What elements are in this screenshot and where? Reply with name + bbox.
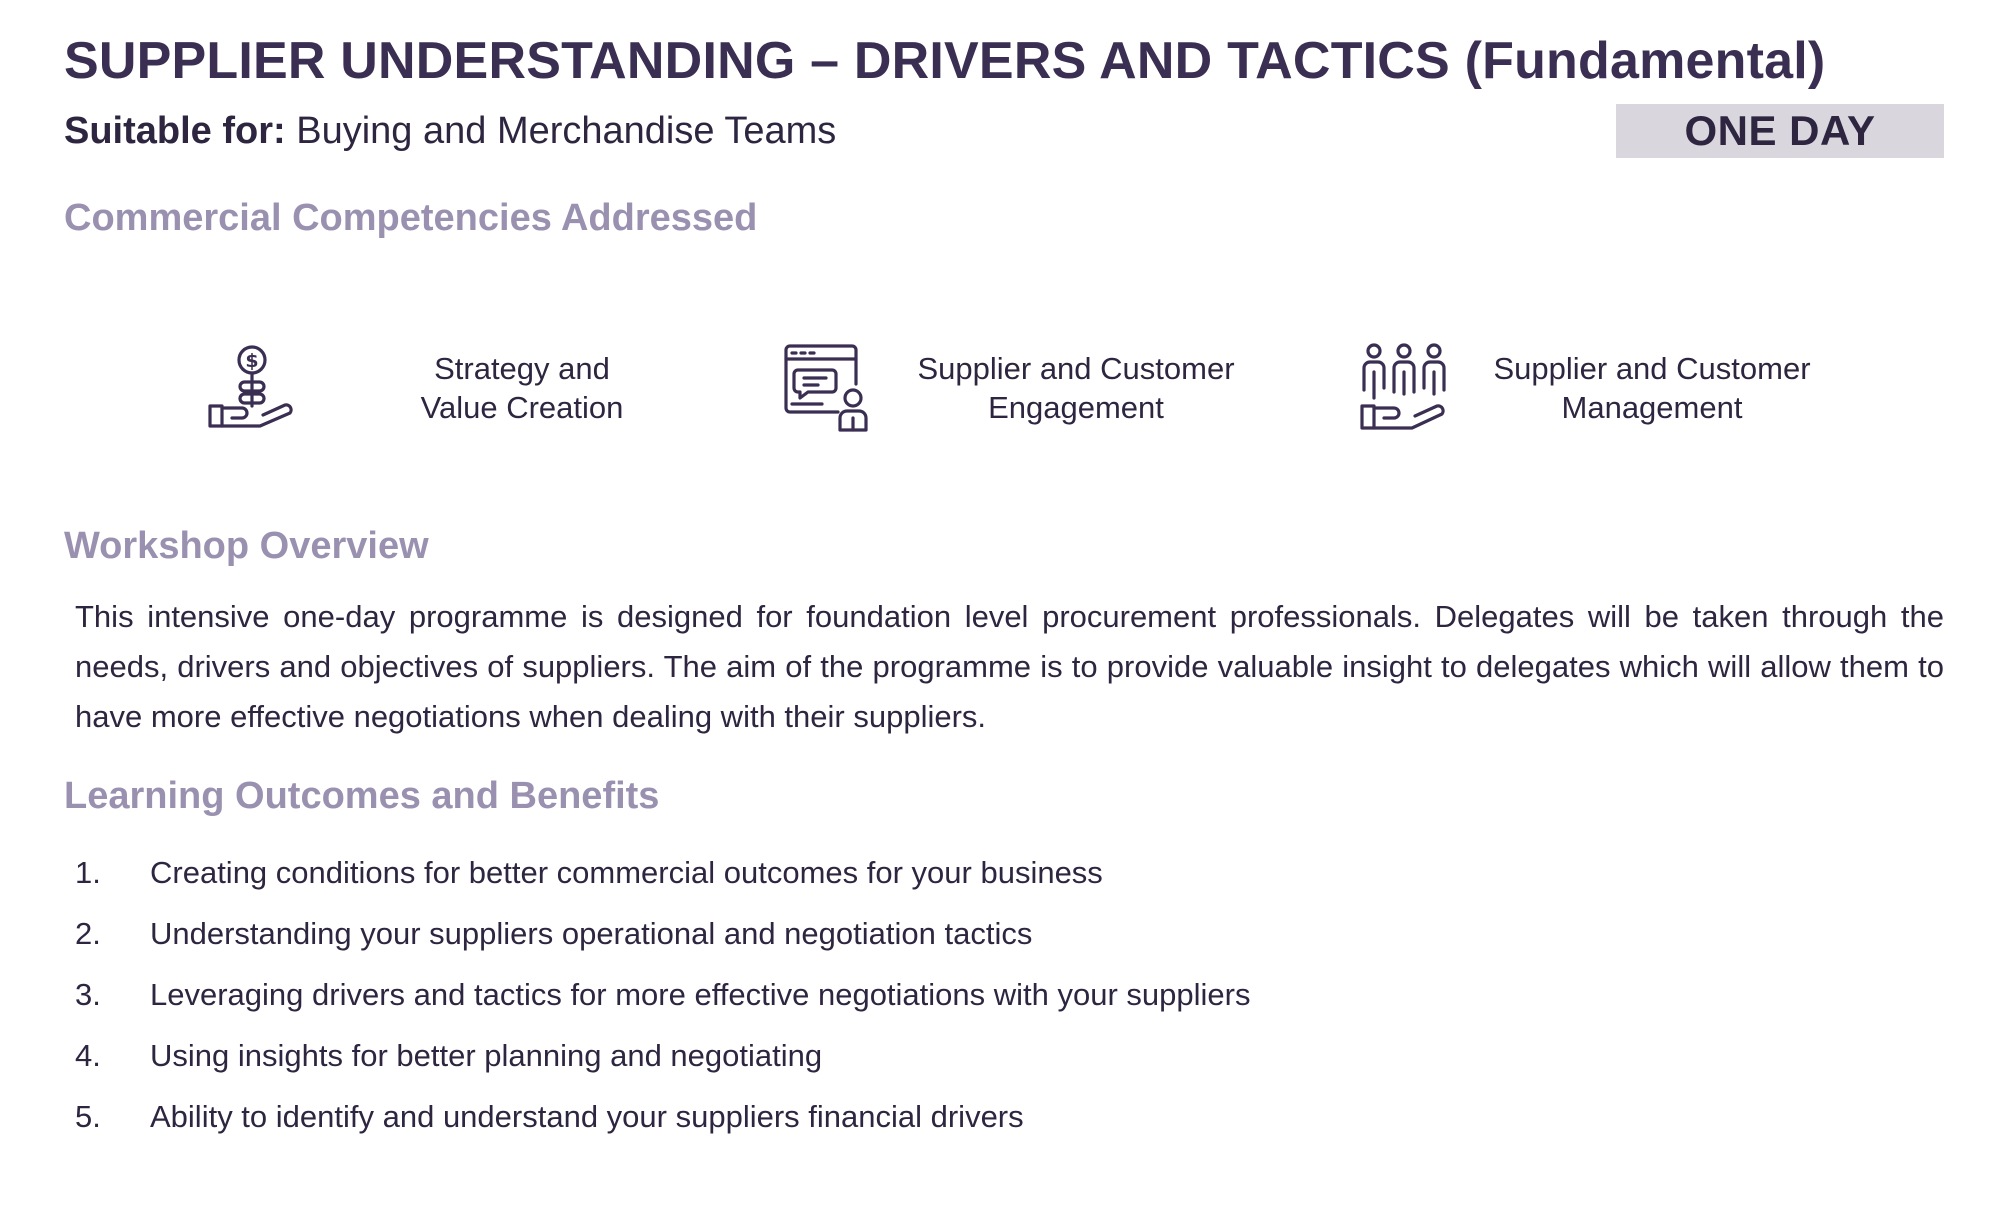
- list-item-number: 1.: [75, 855, 101, 890]
- competencies-heading: Commercial Competencies Addressed: [64, 197, 758, 239]
- svg-text:$: $: [245, 350, 259, 372]
- competency-management: [1358, 342, 1832, 434]
- list-item-number: 2.: [75, 916, 101, 951]
- list-item-text: Using insights for better planning and negotiating: [150, 1038, 823, 1073]
- suitable-for: [64, 110, 836, 153]
- competency-management-label: Supplier and Customer Management: [1493, 351, 1811, 425]
- list-item: [64, 964, 1944, 1025]
- list-item-text: Ability to identify and understand your suppliers financial drivers: [150, 1099, 1024, 1134]
- list-item-text: Understanding your suppliers operational and negotiation tactics: [150, 916, 1033, 951]
- competencies-list: [64, 242, 1944, 472]
- list-item-number: 4.: [75, 1038, 101, 1073]
- overview-heading: Workshop Overview: [64, 525, 429, 567]
- competency-strategy: [206, 342, 702, 434]
- suitable-for-value: Buying and Merchandise Teams: [285, 110, 837, 152]
- outcomes-heading: Learning Outcomes and Benefits: [64, 775, 660, 817]
- suitable-row: [64, 104, 1944, 172]
- list-item-number: 3.: [75, 977, 101, 1012]
- competency-strategy-label: Strategy and Value Creation: [420, 351, 624, 425]
- list-item: [64, 842, 1944, 903]
- list-item-text: Creating conditions for better commercial outcomes for your business: [150, 855, 1103, 890]
- outcomes-list: [64, 842, 1944, 1147]
- competency-engagement-label: Supplier and Customer Engagement: [917, 351, 1235, 425]
- list-item-number: 5.: [75, 1099, 101, 1134]
- competency-engagement: [782, 342, 1256, 434]
- page-title: SUPPLIER UNDERSTANDING – DRIVERS AND TACTICS (Fundamental): [64, 32, 1826, 90]
- people-hand-icon: [1358, 342, 1450, 434]
- money-plant-hand-icon: [206, 342, 298, 434]
- list-item: [64, 1025, 1944, 1086]
- screen-chat-user-icon: [782, 342, 874, 434]
- course-sheet: [64, 28, 1944, 1147]
- list-item: [64, 903, 1944, 964]
- list-item-text: Leveraging drivers and tactics for more effective negotiations with your suppliers: [150, 977, 1251, 1012]
- overview-paragraph: This intensive one-day programme is designed for foundation level procurement professionals. Delegates will be taken through the needs, drivers and objectives of suppliers. The aim of the programme is to provide valuable insight to delegates which will allow them to have more effective negotiations when dealing with their suppliers.: [75, 599, 1944, 734]
- suitable-for-label: Suitable for:: [64, 110, 286, 152]
- list-item: [64, 1086, 1944, 1147]
- duration-badge: ONE DAY: [1616, 104, 1944, 158]
